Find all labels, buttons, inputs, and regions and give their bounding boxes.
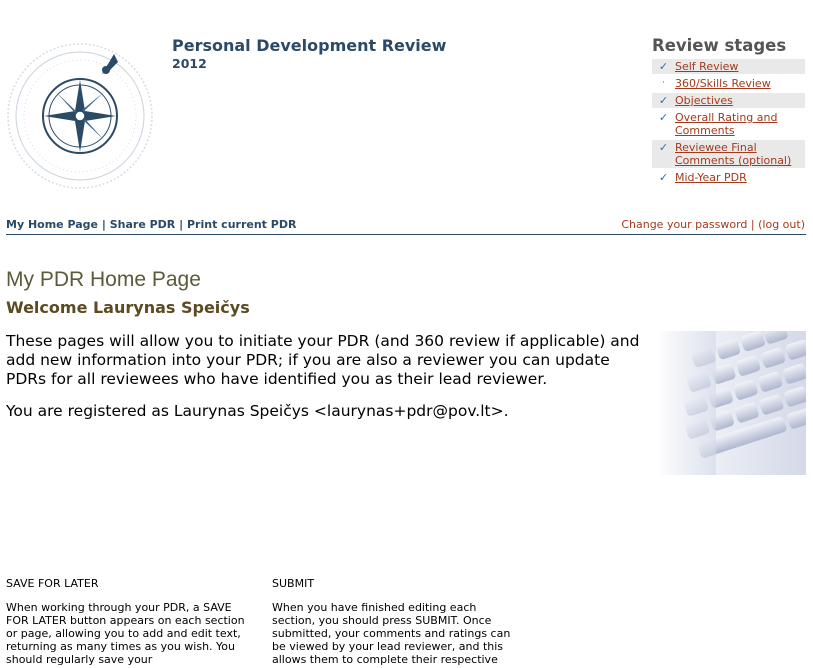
stage-link-overall-rating[interactable]: Overall Rating and Comments — [675, 111, 778, 137]
review-stages-panel — [652, 36, 805, 187]
stage-reviewee-final-comments — [652, 140, 805, 168]
change-password-link[interactable]: Change your password — [621, 218, 748, 231]
nav-separator: | — [179, 218, 184, 231]
check-icon: ✓ — [658, 141, 669, 154]
welcome-heading: Welcome Laurynas Speičys — [6, 298, 250, 317]
dot-icon: · — [662, 78, 665, 88]
save-for-later-text: When working through your PDR, a SAVE FOR LATER button appears on each section or page, allowing you to add and edit text, returning as many times as you wish. You should regularly save your — [6, 601, 245, 666]
stage-mid-year-pdr — [652, 170, 805, 185]
check-icon: ✓ — [658, 60, 669, 73]
stage-link-objectives[interactable]: Objectives — [675, 94, 733, 107]
stage-360-skills-review — [652, 76, 805, 91]
logout-link[interactable]: (log out) — [758, 218, 805, 231]
submit-heading: SUBMIT — [272, 577, 315, 590]
header-divider — [6, 234, 806, 235]
stage-link-mid-year-pdr[interactable]: Mid-Year PDR — [675, 171, 747, 184]
review-stages-title: Review stages — [652, 36, 787, 55]
check-icon: ✓ — [658, 94, 669, 107]
save-for-later-heading: SAVE FOR LATER — [6, 577, 99, 590]
submit-text: When you have finished editing each section, you should press SUBMIT. Once submitted, your comments and ratings can be viewed by your lead reviewer, and this allows them to complete their respective — [272, 601, 511, 666]
nav-separator: | — [750, 218, 755, 231]
nav-print-link[interactable]: Print current PDR — [187, 218, 297, 231]
stage-link-360-skills-review[interactable]: 360/Skills Review — [675, 77, 771, 90]
account-nav — [621, 218, 805, 231]
stage-link-reviewee-final-comments[interactable]: Reviewee Final Comments (optional) — [675, 141, 792, 167]
stage-overall-rating — [652, 110, 805, 138]
intro-paragraph: These pages will allow you to initiate your PDR (and 360 review if applicable) and add new information into your PDR; if you are also a reviewer you can update PDRs for all reviewees who have identified you as their lead reviewer. — [6, 332, 640, 388]
registered-paragraph: You are registered as Laurynas Speičys <laurynas+pdr@pov.lt>. — [6, 402, 509, 420]
nav-home-link[interactable]: My Home Page — [6, 218, 98, 231]
nav-share-link[interactable]: Share PDR — [109, 218, 176, 231]
compass-rose-logo — [6, 40, 158, 190]
save-for-later-help — [6, 577, 246, 666]
stage-objectives — [652, 93, 805, 108]
submit-help — [272, 577, 522, 666]
nav-separator: | — [101, 218, 106, 231]
stage-self-review — [652, 59, 805, 74]
page-title: My PDR Home Page — [6, 268, 201, 291]
keyboard-image — [656, 331, 806, 475]
review-year: 2012 — [172, 56, 207, 71]
main-nav — [6, 218, 296, 231]
check-icon: ✓ — [658, 111, 669, 124]
app-title: Personal Development Review — [172, 36, 447, 55]
stage-link-self-review[interactable]: Self Review — [675, 60, 739, 73]
check-icon: ✓ — [658, 171, 669, 184]
